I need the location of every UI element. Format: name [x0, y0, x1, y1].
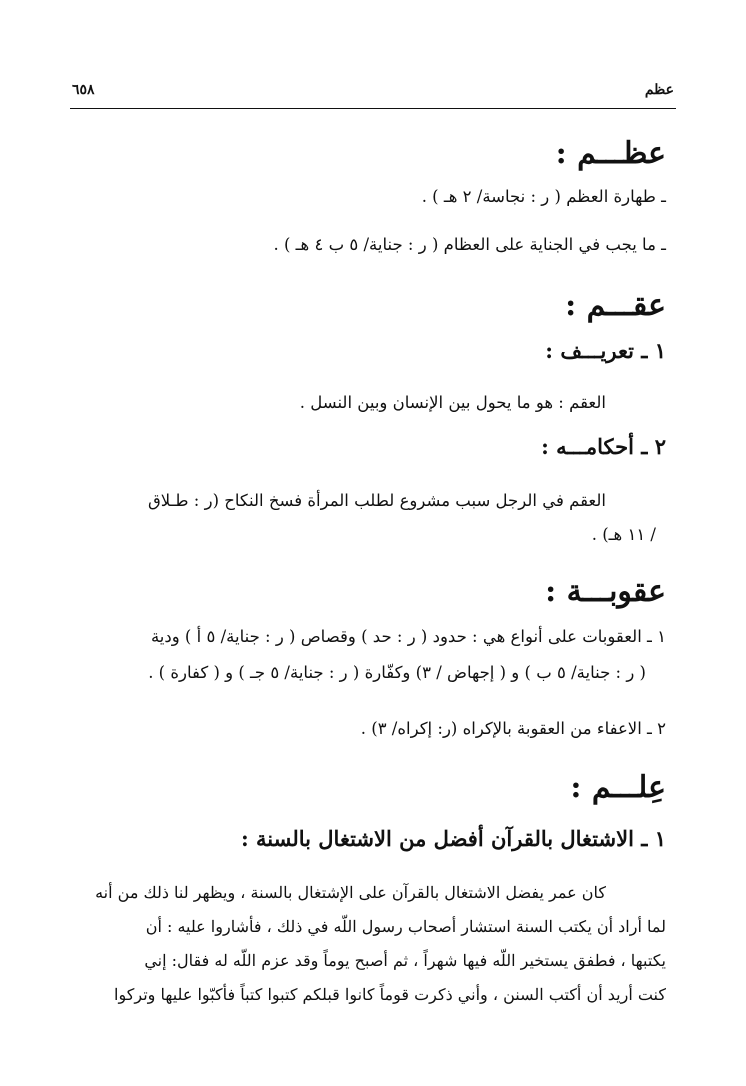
entry-line: ـ ما يجب في الجناية على العظام ( ر : جناية/ ٥ ب ٤ هـ ) . [273, 235, 666, 254]
entry-title: عِلـــم : [570, 770, 666, 805]
section-heading: ١ ـ الاشتغال بالقرآن أفضل من الاشتغال بالسنة : [240, 826, 666, 851]
paragraph-line: كنت أريد أن أكتب السنن ، وأني ذكرت قوماً كانوا قبلكم كتبوا كتباً فأكبّوا عليها وتركوا [114, 985, 666, 1004]
section-heading: ٢ ـ أحكامـــه : [541, 434, 666, 459]
entry-title: عظـــم : [555, 136, 666, 171]
page-number: ٦٥٨ [72, 82, 95, 98]
paragraph-line: كان عمر يفضل الاشتغال بالقرآن على الإشتغال بالسنة ، ويظهر لنا ذلك من أنه [95, 883, 606, 902]
entry-line: ٢ ـ الاعفاء من العقوبة بالإكراه (ر: إكراه/ ٣) . [360, 719, 666, 738]
section-text: العقم في الرجل سبب مشروع لطلب المرأة فسخ النكاح (ر : طـلاق [147, 491, 606, 510]
section-text: العقم : هو ما يحول بين الإنسان وبين النسل . [299, 393, 606, 412]
paragraph-line: يكتبها ، فطفق يستخير اللّه فيها شهراً ، ثم أصبح يوماً وقد عزم اللّه له فقال: إني [144, 951, 666, 970]
entry-line: ـ طهارة العظم ( ر : نجاسة/ ٢ هـ ) . [421, 187, 666, 206]
entry-title: عقوبـــة : [545, 574, 666, 609]
entry-title: عقـــم : [565, 288, 666, 323]
paragraph-line: لما أراد أن يكتب السنة استشار أصحاب رسول اللّه في ذلك ، فأشاروا عليه : أن [145, 917, 666, 936]
entry-line: ١ ـ العقوبات على أنواع هي : حدود ( ر : حد ) وقصاص ( ر : جناية/ ٥ أ ) ودية [150, 627, 666, 646]
entry-line: ( ر : جناية/ ٥ ب ) و ( إجهاض / ٣) وكفّارة ( ر : جناية/ ٥ جـ ) و ( كفارة ) . [148, 663, 646, 682]
running-header [72, 82, 674, 106]
section-heading: ١ ـ تعريـــف : [545, 338, 666, 363]
running-title: عظم [644, 82, 674, 98]
section-text: / ١١ هـ) . [591, 525, 656, 544]
header-rule [70, 108, 676, 109]
